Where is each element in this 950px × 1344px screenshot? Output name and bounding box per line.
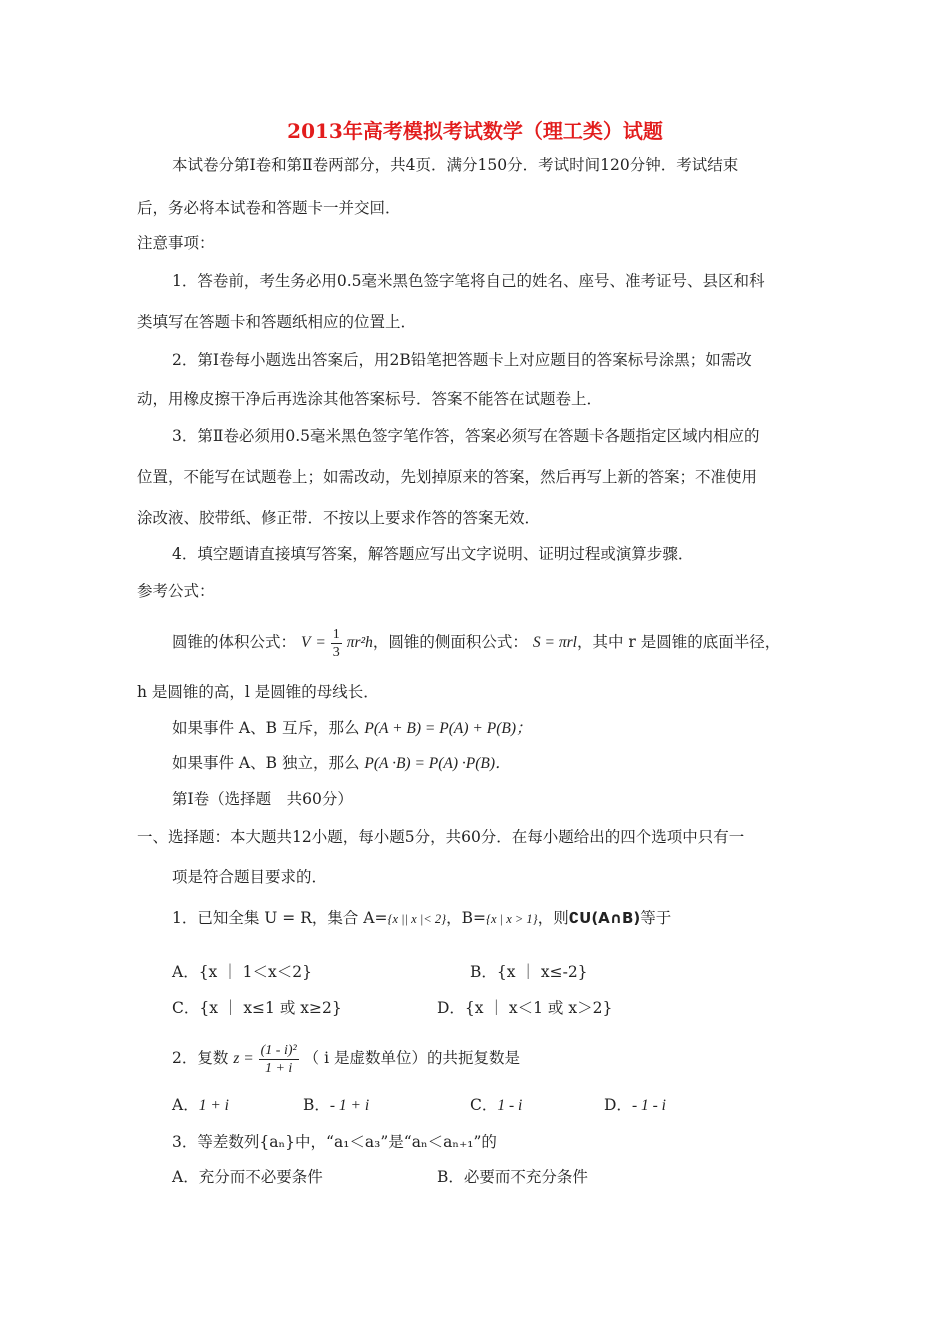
cone-lateral-formula: S = πrl	[532, 634, 577, 651]
q2-option-c-label: C．	[470, 1096, 498, 1114]
question-1-stem	[172, 907, 671, 930]
q2-option-b-label: B．	[303, 1096, 330, 1114]
note-2-line-1: 2．第Ⅰ卷每小题选出答案后，用2B铅笔把答题卡上对应题目的答案标号涂黑；如需改	[172, 351, 752, 369]
note-4-line-1: 4．填空题请直接填写答案，解答题应写出文字说明、证明过程或演算步骤．	[172, 545, 694, 563]
intro-line-1: 本试卷分第Ⅰ卷和第Ⅱ卷两部分，共4页．满分150分．考试时间120分钟．考试结束	[172, 156, 739, 174]
q1-option-c: C．{x ｜ x≤1 或 x≥2}	[172, 999, 342, 1017]
cone-volume-lhs: V	[300, 634, 311, 651]
q2-z-eq: z =	[233, 1050, 254, 1067]
q1-option-d: D．{x ｜ x＜1 或 x＞2}	[437, 999, 613, 1017]
q1-complement: ∁U(A∩B)	[568, 909, 641, 927]
cone-lateral-label: ，圆锥的侧面积公式：	[372, 633, 528, 651]
cone-volume-eq: =	[315, 634, 326, 651]
question-2-stem	[172, 1036, 520, 1081]
cone-volume-fraction	[331, 626, 342, 661]
q2-option-d-label: D．	[604, 1096, 632, 1114]
q1-option-a: A．{x ｜ 1＜x＜2}	[172, 963, 312, 981]
section1-line-1: 一、选择题：本大题共12小题，每小题5分，共60分．在每小题给出的四个选项中只有一	[137, 828, 745, 846]
independent-line	[172, 752, 511, 775]
note-1-line-1: 1．答卷前，考生务必用0.5毫米黑色签字笔将自己的姓名、座号、准考证号、县区和科	[172, 272, 765, 290]
cone-formula-line	[172, 622, 780, 663]
intro-line-2: 后，务必将本试卷和答题卡一并交回．	[137, 199, 401, 217]
q1-suffix: 等于	[640, 909, 672, 927]
q2-option-a	[172, 1094, 229, 1117]
q2-prefix: 2．复数	[172, 1049, 229, 1067]
note-3-line-2: 位置，不能写在试题卷上；如需改动，先划掉原来的答案，然后再写上新的答案；不准使用	[137, 468, 758, 486]
q2-suffix: （ i 是虚数单位）的共扼复数是	[303, 1049, 520, 1067]
cone-formula-suffix: ，其中 r 是圆锥的底面半径，	[576, 633, 781, 651]
question-3-stem: 3．等差数列{aₙ}中，“a₁＜a₃”是“aₙ＜aₙ₊₁”的	[172, 1133, 497, 1151]
q2-option-a-value: 1 + i	[198, 1097, 229, 1114]
q1-prefix: 1．已知全集 U = R，集合 A=	[172, 909, 388, 927]
q1-mid: ，B=	[446, 909, 486, 927]
page-title: 2013年高考模拟考试数学（理工类）试题	[287, 119, 663, 143]
indep-formula: P(A ·B) = P(A) ·P(B)．	[364, 755, 511, 772]
note-1-line-2: 类填写在答题卡和答题纸相应的位置上．	[137, 313, 417, 331]
cone-line-2: h 是圆锥的高，l 是圆锥的母线长．	[137, 683, 379, 701]
q1-set-b: {x | x > 1}	[485, 912, 538, 926]
fraction-denominator: 3	[332, 644, 340, 660]
section1-line-2: 项是符合题目要求的．	[172, 868, 328, 886]
q1-then: ，则	[537, 909, 569, 927]
indep-prefix: 如果事件 A、B 独立，那么	[172, 754, 360, 772]
q2-option-d-value: - 1 - i	[631, 1097, 666, 1114]
q2-option-c	[470, 1094, 522, 1117]
formulas-heading: 参考公式：	[137, 582, 215, 600]
q3-option-a: A．充分而不必要条件	[172, 1168, 323, 1186]
q2-numerator: (1 - i)²	[260, 1042, 297, 1058]
q1-set-a: {x || x |< 2}	[387, 912, 447, 926]
q2-option-a-label: A．	[172, 1096, 199, 1114]
mutual-formula: P(A + B) = P(A) + P(B)；	[364, 720, 532, 737]
mutual-exclusive-line	[172, 717, 532, 740]
fraction-numerator: 1	[332, 626, 340, 642]
notes-heading: 注意事项：	[137, 234, 215, 252]
q1-option-b: B．{x ｜ x≤-2}	[470, 963, 588, 981]
cone-volume-label: 圆锥的体积公式：	[172, 633, 297, 651]
q2-fraction	[259, 1042, 299, 1077]
q2-option-d	[604, 1094, 666, 1117]
q2-denominator: 1 + i	[264, 1060, 293, 1076]
note-3-line-3: 涂改液、胶带纸、修正带．不按以上要求作答的答案无效．	[137, 509, 541, 527]
q2-option-b	[303, 1094, 369, 1117]
q3-option-b: B．必要而不充分条件	[437, 1168, 588, 1186]
note-3-line-1: 3．第Ⅱ卷必须用0.5毫米黑色签字笔作答，答案必须写在答题卡各题指定区域内相应的	[172, 427, 760, 445]
part1-heading: 第Ⅰ卷（选择题 共60分）	[172, 790, 353, 808]
note-2-line-2: 动，用橡皮擦干净后再选涂其他答案标号．答案不能答在试题卷上．	[137, 390, 603, 408]
cone-volume-rhs: πr²h	[346, 634, 373, 651]
q2-option-b-value: - 1 + i	[329, 1097, 370, 1114]
q2-option-c-value: 1 - i	[497, 1097, 523, 1114]
mutual-prefix: 如果事件 A、B 互斥，那么	[172, 719, 360, 737]
